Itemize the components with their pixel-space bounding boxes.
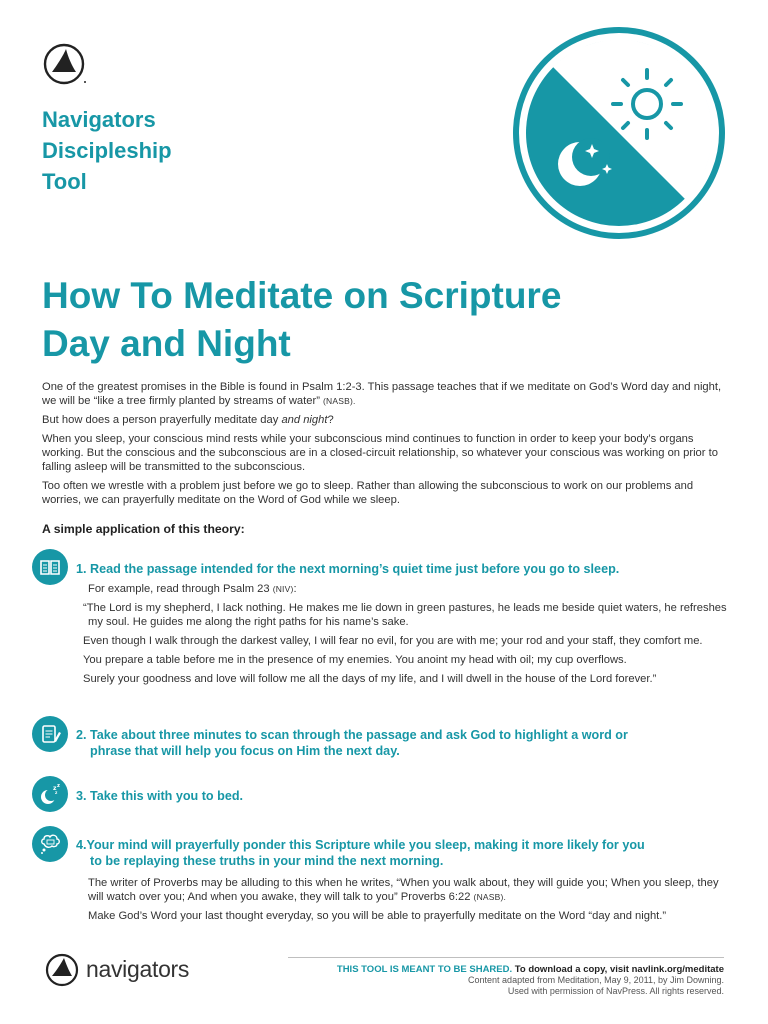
brand-line: Tool: [42, 169, 87, 194]
open-book-icon: [32, 549, 68, 585]
footer-divider: [288, 957, 724, 958]
step-4-body: [88, 876, 730, 928]
share-link-text: To download a copy, visit navlink.org/meditate: [512, 964, 724, 975]
quote-paragraph: “The Lord is my shepherd, I lack nothing. He makes me lie down in green pastures, he leads me beside quiet waters, he refreshes my soul. He guides me along the right paths for his name’s sake.: [83, 602, 727, 628]
step-number: 4.: [76, 838, 87, 852]
example-text: :: [293, 583, 297, 595]
step-heading-text: Take this with you to bed.: [90, 789, 244, 803]
day-night-icon: [512, 26, 726, 240]
step-4-heading: [76, 837, 730, 869]
step-number: 3.: [76, 789, 87, 803]
page-title-line1: How To Meditate on Scripture: [42, 275, 562, 316]
step-1-body: [83, 582, 730, 691]
intro-text: ?: [327, 414, 334, 426]
psalm-quote: [83, 601, 730, 686]
step-4-paragraph: Make God’s Word your last thought everyday, so you will be able to prayerfully meditate on the Word “day and night.”: [88, 910, 667, 922]
credit-line: Content adapted from Meditation, May 9, 2011, by Jim Downing.: [468, 975, 724, 985]
intro-paragraph: [42, 413, 730, 427]
application-heading: A simple application of this theory:: [42, 522, 245, 536]
step-heading-text: to be replaying these truths in your mind the next morning.: [90, 854, 444, 868]
intro-paragraph: When you sleep, your conscious mind rests while your subconscious mind continues to function in order to keep your body’s organs working. But the conscious and the subconscious are in a closed-circuit relationship, so whatever your conscious was working on prior to falling asleep will be transmitted to the subconscious.: [42, 433, 718, 473]
footer-logo-text: navigators: [86, 956, 190, 982]
brand-title: [42, 104, 282, 197]
quote-paragraph: You prepare a table before me in the presence of my enemies. You anoint my head with oil; my cup overflows.: [83, 654, 627, 666]
page-title-line2: Day and Night: [42, 323, 291, 364]
moon-zzz-icon: [32, 776, 68, 812]
example-line: [88, 582, 730, 596]
svg-text:z: z: [55, 790, 58, 795]
notepad-pen-icon: [32, 716, 68, 752]
intro-paragraph: Too often we wrestle with a problem just before we go to sleep. Rather than allowing the subconscious to work on our problems and worries, we can prayerfully meditate on the Word of God while we sleep.: [42, 480, 694, 506]
step-3-heading: [76, 788, 730, 804]
share-line: [264, 964, 724, 975]
step-4-text: The writer of Proverbs may be alluding to this when he writes, “When you walk about, they will guide you; When you sleep, they will watch over you; And when you awake, they will talk to you” Proverbs 6:22: [88, 877, 719, 903]
step-4-paragraph: [88, 876, 730, 904]
quote-paragraph: Surely your goodness and love will follow me all the days of my life, and I will dwell in the house of the Lord forever.”: [83, 673, 657, 685]
step-1-heading: [76, 561, 730, 577]
example-text: For example, read through Psalm 23: [88, 583, 273, 595]
step-heading-text: Read the passage intended for the next morning’s quiet time just before you go to sleep.: [90, 562, 620, 576]
intro: [42, 380, 730, 512]
emphasis: and night: [281, 414, 328, 426]
brand-line: Navigators: [42, 107, 156, 132]
page-title: [42, 272, 722, 368]
navigators-footer-logo-icon: [44, 950, 82, 988]
share-teal: THIS TOOL IS MEANT TO BE SHARED.: [336, 964, 513, 975]
step-number: 2.: [76, 728, 87, 742]
step-2-heading: [76, 727, 730, 759]
step-heading-text: Take about three minutes to scan through the passage and ask God to highlight a word or: [90, 728, 628, 742]
footer-text: [264, 964, 724, 997]
thought-bubble-icon: [32, 826, 68, 862]
step-heading-text: phrase that will help you focus on Him the next day.: [90, 744, 400, 758]
svg-text:z: z: [53, 785, 57, 792]
intro-paragraph: [42, 380, 730, 408]
brand-line: Discipleship: [42, 138, 172, 163]
footer-logo: [44, 950, 194, 992]
quote-paragraph: Even though I walk through the darkest valley, I will fear no evil, for you are with me; your rod and your staff, they comfort me.: [83, 635, 703, 647]
translation-ref: (NIV): [272, 584, 294, 594]
intro-text: One of the greatest promises in the Bible is found in Psalm 1:2-3. This passage teaches that if we meditate on God’s Word day and night, we will be “like a tree firmly planted by streams of water”: [42, 381, 722, 407]
translation-ref: (NASB).: [473, 892, 507, 902]
step-heading-text: Your mind will prayerfully ponder this Scripture while you sleep, making it more likely for you: [86, 838, 645, 852]
translation-ref: (NASB).: [323, 396, 356, 406]
navigators-logo-icon: [42, 42, 88, 88]
step-number: 1.: [76, 562, 87, 576]
intro-text: But how does a person prayerfully meditate day: [42, 414, 282, 426]
svg-text:z: z: [57, 783, 60, 789]
credit-line: Used with permission of NavPress. All rights reserved.: [507, 986, 724, 996]
